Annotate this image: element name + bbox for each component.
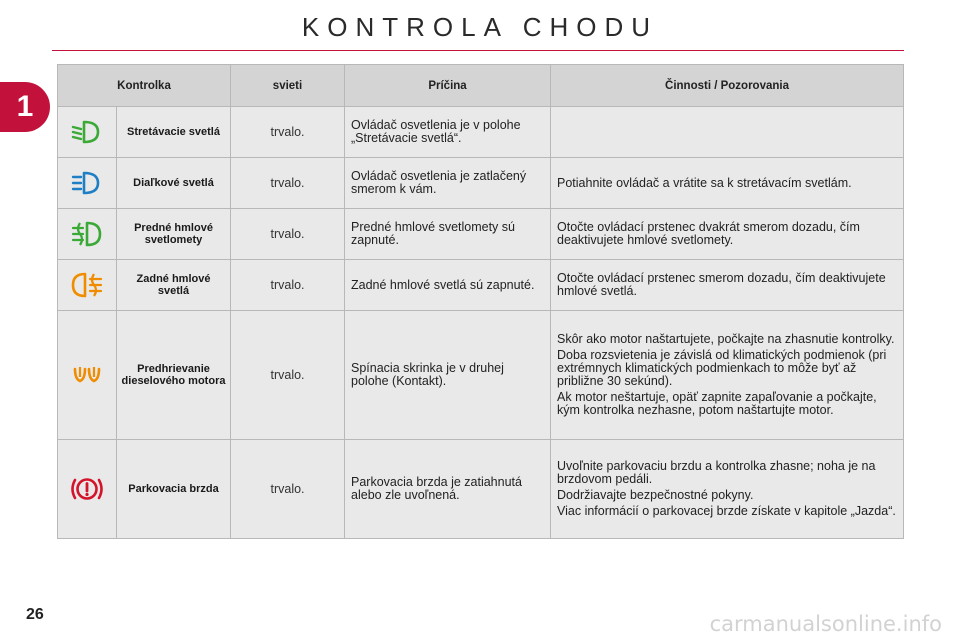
front-fog-icon [70,220,104,248]
lamp-actions [551,107,904,158]
lamp-cause: Ovládač osvetlenia je zatlačený smerom k vám. [345,158,551,209]
table-row [58,107,904,158]
action-line: Dodržiavajte bezpečnostné pokyny. [557,488,754,502]
lamp-name: Diaľkové svetlá [117,158,231,209]
watermark: carmanualsonline.info [709,612,942,636]
action-line: Doba rozsvietenia je závislá od klimatických podmienok (pri extrémnych klimatických podmienkach to môže byť až približne 30 sekúnd). [557,348,887,388]
lamp-state: trvalo. [231,158,345,209]
lamp-cause: Zadné hmlové svetlá sú zapnuté. [345,260,551,311]
lamp-actions [551,440,904,539]
lamp-state: trvalo. [231,107,345,158]
lamp-state: trvalo. [231,311,345,440]
lamp-cause: Spínacia skrinka je v druhej polohe (Kontakt). [345,311,551,440]
header-pricina: Príčina [345,65,551,107]
lamp-cause: Parkovacia brzda je zatiahnutá alebo zle uvoľnená. [345,440,551,539]
table-row [58,260,904,311]
lamp-cause: Ovládač osvetlenia je v polohe „Stretávacie svetlá“. [345,107,551,158]
lamp-state: trvalo. [231,260,345,311]
table-row [58,158,904,209]
header-kontrolka: Kontrolka [58,65,231,107]
lamp-name: Stretávacie svetlá [117,107,231,158]
header-svieti: svieti [231,65,345,107]
header-cinnosti: Činnosti / Pozorovania [551,65,904,107]
warning-lamp-table [57,64,904,539]
low-beam-icon [70,119,104,145]
action-line: Potiahnite ovládač a vrátite sa k stretávacím svetlám. [557,175,852,190]
lamp-cause: Predné hmlové svetlomety sú zapnuté. [345,209,551,260]
table-header-row [58,65,904,107]
lamp-actions [551,260,904,311]
lamp-actions [551,158,904,209]
high-beam-icon [70,170,104,196]
title-divider [52,50,904,51]
action-line: Ak motor neštartuje, opäť zapnite zapaľovanie a počkajte, kým kontrolka nezhasne, potom naštartujte motor. [557,390,877,417]
parking-brake-icon [69,475,105,503]
table-row [58,209,904,260]
page-title: KONTROLA CHODU [301,12,659,42]
action-line: Otočte ovládací prstenec dvakrát smerom dozadu, čím deaktivujete hmlové svetlomety. [557,220,860,247]
lamp-actions [551,311,904,440]
rear-fog-icon [70,271,104,299]
lamp-state: trvalo. [231,440,345,539]
lamp-name: Predhrievanie dieselového motora [117,311,231,440]
table-row [58,440,904,539]
page-number: 26 [26,606,44,623]
table-row [58,311,904,440]
lamp-name: Zadné hmlové svetlá [117,260,231,311]
action-line: Viac informácií o parkovacej brzde získate v kapitole „Jazda“. [557,504,896,518]
action-line: Uvoľnite parkovaciu brzdu a kontrolka zhasne; noha je na brzdovom pedáli. [557,459,876,486]
lamp-state: trvalo. [231,209,345,260]
action-line: Otočte ovládací prstenec smerom dozadu, čím deaktivujete hmlové svetlá. [557,271,886,298]
lamp-actions [551,209,904,260]
glow-plug-icon [70,363,104,387]
action-line: Skôr ako motor naštartujete, počkajte na zhasnutie kontrolky. [557,332,895,346]
lamp-name: Predné hmlové svetlomety [117,209,231,260]
chapter-tab: 1 [0,82,50,132]
lamp-name: Parkovacia brzda [117,440,231,539]
